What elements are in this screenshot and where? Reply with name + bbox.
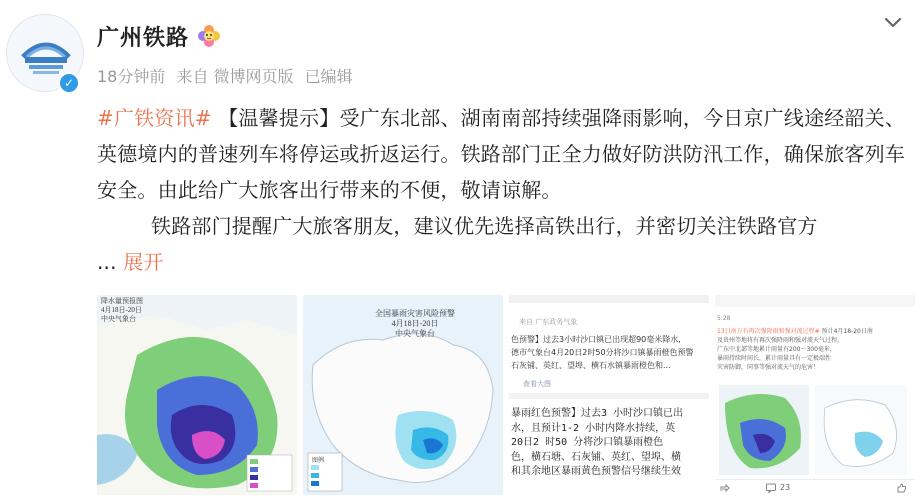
view-large-link[interactable]: 查看大图 xyxy=(523,380,551,388)
warning-big-2: 水，且预计1-2 小时内降水持续，英 xyxy=(511,422,676,434)
legend-title: 图例 xyxy=(312,457,325,464)
post-edited: 已编辑 xyxy=(304,67,353,86)
summary-line-1: 预计4月18-20日南 xyxy=(821,328,873,335)
summary-line-5: 灾害防御，同事等强对流天气的危害！ xyxy=(717,364,820,371)
summary-line-3: 广东中北部等地累计雨量有200～300毫米， xyxy=(717,346,836,353)
post-meta xyxy=(97,64,359,87)
image-thumbnail-weather-post[interactable] xyxy=(715,295,915,495)
summary-line-2: 及贵州等地将有再次强降雨和强对流天气过程， xyxy=(717,337,844,344)
post-body-2: 铁路部门提醒广大旅客朋友，建议优先选择高铁出行，并密切关注铁路官方 xyxy=(151,214,818,238)
chevron-down-icon[interactable] xyxy=(880,10,906,36)
warning-big-5: 和其余地区暴雨黄色预警信号继续生效 xyxy=(511,466,681,477)
map-subtitle: 4月18日-20日 xyxy=(391,319,439,328)
post-date: 5:28 xyxy=(717,315,731,322)
post-paragraph-2 xyxy=(97,208,909,244)
expand-button[interactable]: 展开 xyxy=(123,250,164,274)
comment-icon[interactable] xyxy=(765,482,777,494)
summary-line-4: 暴雨持续时间长，累计雨量具有一定极端性 xyxy=(717,355,832,362)
verified-badge-icon: ✓ xyxy=(58,72,80,94)
image-thumbnail-precipitation-map[interactable] xyxy=(97,295,297,495)
image-thumbnail-warning-post[interactable] xyxy=(509,295,709,495)
headline-link[interactable]: 13日南方有再次强降雨和强对流过程# xyxy=(717,328,820,335)
like-icon[interactable] xyxy=(895,482,907,494)
author-name[interactable]: 广州铁路 xyxy=(97,25,190,51)
warning-big-4: 色，横石塘、石灰铺、英红、望埠、横 xyxy=(511,451,681,463)
post-source: 来自 微博网页版 xyxy=(176,67,294,86)
map-title: 全国暴雨灾害风险预警 xyxy=(375,309,455,318)
warning-line-1: 色预警】过去3小时沙口镇已出现超90毫米降水, xyxy=(511,335,681,344)
warning-big-1: 暴雨红色预警】过去3 小时沙口镇已出 xyxy=(511,408,684,419)
image-thumbnail-risk-map[interactable] xyxy=(303,295,503,495)
map-title: 降水量预报图 xyxy=(101,297,143,305)
mini-map xyxy=(715,383,915,479)
source-header: 来自 广东政务气象 xyxy=(519,318,578,326)
map-org: 中央气象台 xyxy=(101,315,136,323)
post-content xyxy=(97,100,909,280)
comment-count: 23 xyxy=(780,483,791,492)
share-icon[interactable] xyxy=(719,482,731,494)
warning-line-2: 德市气象台4月20日2时50分将沙口镇暴雨橙色预警 xyxy=(511,348,694,357)
ellipsis: ... xyxy=(97,250,124,274)
image-grid xyxy=(97,295,915,495)
post-body-1: 【温馨提示】受广东北部、湖南南部持续强降雨影响，今日京广线途经韶关、英德境内的普速列车将停运或折返运行。铁路部门正全力做好防洪防汛工作，确保旅客列车安全。由此给广大旅客出行带来的不便，敬请谅解。 xyxy=(97,106,906,202)
hashtag-link[interactable]: #广铁资讯# xyxy=(97,106,212,130)
map-org: 中央气象台 xyxy=(395,329,435,338)
post-time[interactable]: 18分钟前 xyxy=(97,67,166,86)
post-paragraph-1 xyxy=(97,100,909,208)
flower-badge-icon xyxy=(197,24,221,48)
post-paragraph-3 xyxy=(97,244,909,280)
map-subtitle: 4月18日-20日 xyxy=(101,306,142,314)
warning-line-3: 石灰铺、英红、望埠、横石水镇暴雨橙色和... xyxy=(511,361,671,370)
warning-big-3: 20日2 时50 分将沙口镇暴雨橙色 xyxy=(511,437,664,448)
